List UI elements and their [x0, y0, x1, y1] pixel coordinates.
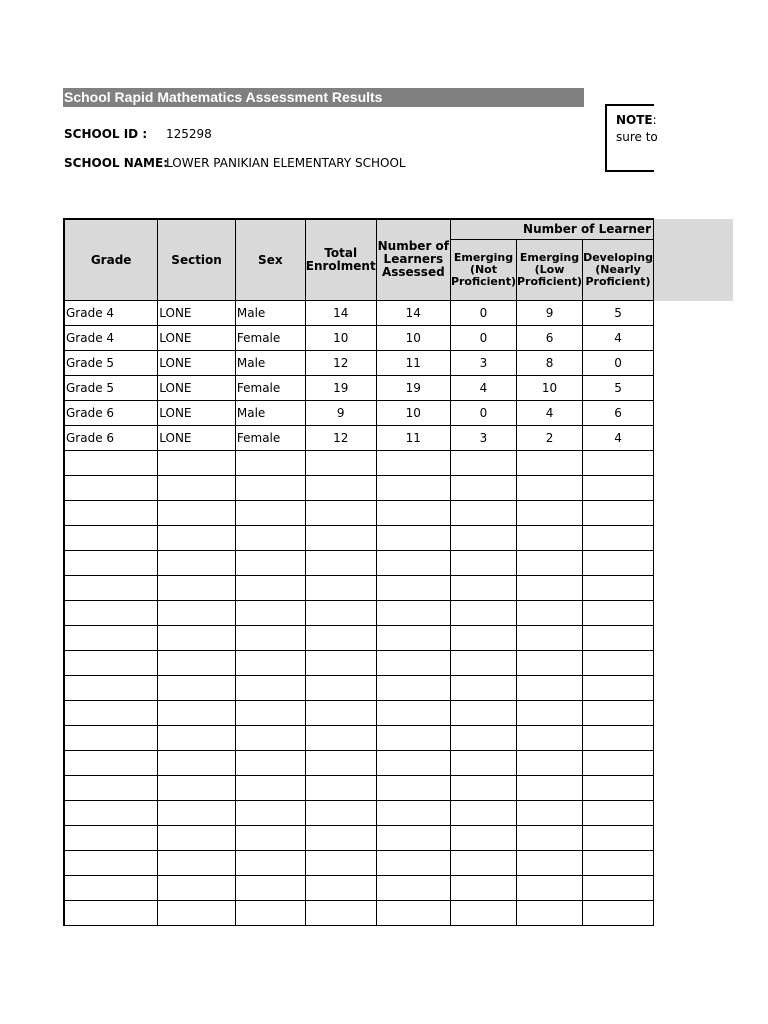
- empty-cell-total-enrolment[interactable]: [305, 800, 376, 825]
- empty-cell-sex[interactable]: [235, 575, 305, 600]
- empty-cell-sex[interactable]: [235, 675, 305, 700]
- cell-emerging-not-proficient[interactable]: 0: [450, 300, 516, 325]
- empty-cell-grade[interactable]: [64, 525, 158, 550]
- empty-cell-learners-assessed[interactable]: [376, 850, 450, 875]
- empty-cell-developing[interactable]: [583, 625, 654, 650]
- empty-table-row: [64, 475, 654, 500]
- school-name-label: SCHOOL NAME:: [64, 156, 168, 170]
- empty-cell-grade[interactable]: [64, 900, 158, 925]
- empty-cell-emerging-low-proficient[interactable]: [517, 875, 583, 900]
- cell-emerging-not-proficient[interactable]: 0: [450, 325, 516, 350]
- empty-cell-emerging-not-proficient[interactable]: [450, 750, 516, 775]
- empty-cell-grade[interactable]: [64, 700, 158, 725]
- empty-cell-total-enrolment[interactable]: [305, 700, 376, 725]
- empty-cell-sex[interactable]: [235, 725, 305, 750]
- cell-section[interactable]: LONE: [158, 300, 236, 325]
- empty-cell-section[interactable]: [158, 650, 236, 675]
- empty-cell-section[interactable]: [158, 450, 236, 475]
- empty-cell-grade[interactable]: [64, 550, 158, 575]
- empty-cell-developing[interactable]: [583, 575, 654, 600]
- empty-cell-developing[interactable]: [583, 525, 654, 550]
- empty-cell-total-enrolment[interactable]: [305, 575, 376, 600]
- empty-cell-learners-assessed[interactable]: [376, 600, 450, 625]
- empty-cell-total-enrolment[interactable]: [305, 600, 376, 625]
- header-emerging-low-proficient: Emerging (Low Proficient): [517, 239, 583, 300]
- empty-cell-grade[interactable]: [64, 475, 158, 500]
- empty-cell-section[interactable]: [158, 475, 236, 500]
- empty-cell-developing[interactable]: [583, 875, 654, 900]
- cell-developing[interactable]: 5: [583, 300, 654, 325]
- empty-cell-grade[interactable]: [64, 650, 158, 675]
- header-emerging-not-proficient: Emerging (Not Proficient): [450, 239, 516, 300]
- cell-learners-assessed[interactable]: 11: [376, 350, 450, 375]
- cell-emerging-low-proficient[interactable]: 9: [517, 300, 583, 325]
- empty-cell-emerging-not-proficient[interactable]: [450, 850, 516, 875]
- empty-cell-learners-assessed[interactable]: [376, 450, 450, 475]
- empty-cell-grade[interactable]: [64, 775, 158, 800]
- table-row: [64, 425, 654, 450]
- empty-cell-developing[interactable]: [583, 775, 654, 800]
- cell-emerging-low-proficient[interactable]: 10: [517, 375, 583, 400]
- empty-cell-learners-assessed[interactable]: [376, 800, 450, 825]
- cell-emerging-low-proficient[interactable]: 8: [517, 350, 583, 375]
- empty-cell-section[interactable]: [158, 900, 236, 925]
- empty-cell-emerging-low-proficient[interactable]: [517, 500, 583, 525]
- cell-sex[interactable]: Male: [235, 400, 305, 425]
- empty-cell-emerging-low-proficient[interactable]: [517, 900, 583, 925]
- empty-cell-section[interactable]: [158, 825, 236, 850]
- empty-cell-emerging-low-proficient[interactable]: [517, 650, 583, 675]
- empty-cell-section[interactable]: [158, 850, 236, 875]
- empty-cell-sex[interactable]: [235, 475, 305, 500]
- header-sex: Sex: [235, 219, 305, 300]
- empty-cell-grade[interactable]: [64, 825, 158, 850]
- empty-cell-learners-assessed[interactable]: [376, 750, 450, 775]
- empty-cell-grade[interactable]: [64, 500, 158, 525]
- empty-cell-emerging-not-proficient[interactable]: [450, 625, 516, 650]
- empty-cell-developing[interactable]: [583, 550, 654, 575]
- cell-section[interactable]: LONE: [158, 425, 236, 450]
- header-extension: [654, 219, 733, 301]
- empty-cell-developing[interactable]: [583, 675, 654, 700]
- empty-cell-emerging-not-proficient[interactable]: [450, 775, 516, 800]
- empty-cell-learners-assessed[interactable]: [376, 700, 450, 725]
- empty-cell-section[interactable]: [158, 775, 236, 800]
- empty-cell-section[interactable]: [158, 700, 236, 725]
- empty-cell-grade[interactable]: [64, 850, 158, 875]
- empty-cell-sex[interactable]: [235, 625, 305, 650]
- empty-cell-total-enrolment[interactable]: [305, 525, 376, 550]
- empty-cell-emerging-not-proficient[interactable]: [450, 900, 516, 925]
- empty-cell-emerging-low-proficient[interactable]: [517, 450, 583, 475]
- empty-cell-developing[interactable]: [583, 600, 654, 625]
- empty-cell-learners-assessed[interactable]: [376, 825, 450, 850]
- empty-cell-learners-assessed[interactable]: [376, 525, 450, 550]
- empty-table-row: [64, 675, 654, 700]
- empty-table-row: [64, 525, 654, 550]
- cell-sex[interactable]: Male: [235, 350, 305, 375]
- school-id-label: SCHOOL ID :: [64, 127, 148, 141]
- empty-cell-sex[interactable]: [235, 525, 305, 550]
- empty-cell-developing[interactable]: [583, 800, 654, 825]
- empty-cell-emerging-not-proficient[interactable]: [450, 800, 516, 825]
- empty-cell-section[interactable]: [158, 875, 236, 900]
- empty-cell-learners-assessed[interactable]: [376, 575, 450, 600]
- table-row: [64, 325, 654, 350]
- empty-cell-sex[interactable]: [235, 450, 305, 475]
- header-grade: Grade: [64, 219, 158, 300]
- header-section: Section: [158, 219, 236, 300]
- empty-table-row: [64, 900, 654, 925]
- cell-grade[interactable]: Grade 5: [64, 350, 158, 375]
- empty-cell-learners-assessed[interactable]: [376, 900, 450, 925]
- results-table-body: [64, 300, 654, 925]
- empty-cell-sex[interactable]: [235, 825, 305, 850]
- empty-cell-learners-assessed[interactable]: [376, 775, 450, 800]
- cell-developing[interactable]: 6: [583, 400, 654, 425]
- empty-cell-section[interactable]: [158, 800, 236, 825]
- empty-cell-sex[interactable]: [235, 775, 305, 800]
- empty-cell-sex[interactable]: [235, 500, 305, 525]
- cell-emerging-low-proficient[interactable]: 4: [517, 400, 583, 425]
- empty-cell-sex[interactable]: [235, 650, 305, 675]
- cell-total-enrolment[interactable]: 14: [305, 300, 376, 325]
- header-total-enrolment: Total Enrolment: [305, 219, 376, 300]
- empty-cell-total-enrolment[interactable]: [305, 850, 376, 875]
- empty-cell-emerging-not-proficient[interactable]: [450, 675, 516, 700]
- empty-table-row: [64, 450, 654, 475]
- empty-cell-grade[interactable]: [64, 625, 158, 650]
- empty-cell-grade[interactable]: [64, 575, 158, 600]
- empty-cell-total-enrolment[interactable]: [305, 650, 376, 675]
- table-row: [64, 300, 654, 325]
- empty-cell-emerging-not-proficient[interactable]: [450, 525, 516, 550]
- note-text-line2: sure to: [616, 130, 658, 144]
- empty-cell-developing[interactable]: [583, 700, 654, 725]
- empty-cell-learners-assessed[interactable]: [376, 475, 450, 500]
- empty-cell-section[interactable]: [158, 600, 236, 625]
- report-title: School Rapid Mathematics Assessment Results: [63, 88, 584, 107]
- empty-cell-total-enrolment[interactable]: [305, 450, 376, 475]
- empty-cell-developing[interactable]: [583, 750, 654, 775]
- empty-cell-sex[interactable]: [235, 875, 305, 900]
- empty-cell-emerging-low-proficient[interactable]: [517, 600, 583, 625]
- cell-emerging-low-proficient[interactable]: 2: [517, 425, 583, 450]
- cell-section[interactable]: LONE: [158, 325, 236, 350]
- empty-cell-sex[interactable]: [235, 600, 305, 625]
- empty-cell-emerging-not-proficient[interactable]: [450, 500, 516, 525]
- cell-sex[interactable]: Female: [235, 425, 305, 450]
- empty-cell-emerging-low-proficient[interactable]: [517, 725, 583, 750]
- empty-table-row: [64, 825, 654, 850]
- empty-cell-grade[interactable]: [64, 800, 158, 825]
- empty-cell-total-enrolment[interactable]: [305, 500, 376, 525]
- empty-cell-learners-assessed[interactable]: [376, 550, 450, 575]
- empty-cell-developing[interactable]: [583, 850, 654, 875]
- empty-cell-emerging-low-proficient[interactable]: [517, 675, 583, 700]
- empty-cell-total-enrolment[interactable]: [305, 550, 376, 575]
- empty-cell-sex[interactable]: [235, 550, 305, 575]
- empty-cell-total-enrolment[interactable]: [305, 825, 376, 850]
- table-row: [64, 375, 654, 400]
- empty-cell-emerging-not-proficient[interactable]: [450, 450, 516, 475]
- empty-table-row: [64, 875, 654, 900]
- empty-cell-section[interactable]: [158, 525, 236, 550]
- empty-cell-sex[interactable]: [235, 850, 305, 875]
- empty-cell-emerging-low-proficient[interactable]: [517, 575, 583, 600]
- empty-cell-developing[interactable]: [583, 825, 654, 850]
- empty-cell-emerging-not-proficient[interactable]: [450, 550, 516, 575]
- empty-cell-learners-assessed[interactable]: [376, 875, 450, 900]
- empty-cell-sex[interactable]: [235, 800, 305, 825]
- empty-cell-learners-assessed[interactable]: [376, 650, 450, 675]
- empty-cell-emerging-low-proficient[interactable]: [517, 700, 583, 725]
- empty-cell-grade[interactable]: [64, 600, 158, 625]
- note-text-line1: :: [652, 113, 657, 127]
- empty-cell-total-enrolment[interactable]: [305, 750, 376, 775]
- cell-total-enrolment[interactable]: 10: [305, 325, 376, 350]
- empty-table-row: [64, 775, 654, 800]
- empty-cell-developing[interactable]: [583, 650, 654, 675]
- empty-cell-total-enrolment[interactable]: [305, 475, 376, 500]
- empty-cell-total-enrolment[interactable]: [305, 675, 376, 700]
- cell-grade[interactable]: Grade 4: [64, 300, 158, 325]
- cell-emerging-not-proficient[interactable]: 4: [450, 375, 516, 400]
- empty-cell-developing[interactable]: [583, 475, 654, 500]
- empty-cell-emerging-not-proficient[interactable]: [450, 600, 516, 625]
- cell-developing[interactable]: 5: [583, 375, 654, 400]
- empty-table-row: [64, 600, 654, 625]
- header-developing: Developing (Nearly Proficient): [583, 239, 654, 300]
- empty-cell-grade[interactable]: [64, 450, 158, 475]
- cell-total-enrolment[interactable]: 12: [305, 350, 376, 375]
- empty-cell-emerging-low-proficient[interactable]: [517, 775, 583, 800]
- empty-cell-emerging-not-proficient[interactable]: [450, 475, 516, 500]
- cell-learners-assessed[interactable]: 19: [376, 375, 450, 400]
- results-table-container: [63, 218, 654, 933]
- empty-cell-emerging-low-proficient[interactable]: [517, 475, 583, 500]
- cell-learners-assessed[interactable]: 10: [376, 325, 450, 350]
- cell-section[interactable]: LONE: [158, 350, 236, 375]
- empty-cell-learners-assessed[interactable]: [376, 625, 450, 650]
- table-row: [64, 400, 654, 425]
- empty-cell-total-enrolment[interactable]: [305, 875, 376, 900]
- empty-cell-grade[interactable]: [64, 725, 158, 750]
- empty-table-row: [64, 700, 654, 725]
- cell-sex[interactable]: Male: [235, 300, 305, 325]
- header-number-of-learners: Number of Learner: [450, 219, 653, 239]
- cell-emerging-low-proficient[interactable]: 6: [517, 325, 583, 350]
- empty-cell-emerging-low-proficient[interactable]: [517, 625, 583, 650]
- cell-total-enrolment[interactable]: 19: [305, 375, 376, 400]
- empty-cell-section[interactable]: [158, 575, 236, 600]
- cell-emerging-not-proficient[interactable]: 3: [450, 350, 516, 375]
- cell-learners-assessed[interactable]: 14: [376, 300, 450, 325]
- empty-cell-total-enrolment[interactable]: [305, 625, 376, 650]
- cell-grade[interactable]: Grade 6: [64, 400, 158, 425]
- empty-cell-emerging-not-proficient[interactable]: [450, 650, 516, 675]
- cell-emerging-not-proficient[interactable]: 3: [450, 425, 516, 450]
- empty-cell-sex[interactable]: [235, 900, 305, 925]
- cell-learners-assessed[interactable]: 10: [376, 400, 450, 425]
- empty-table-row: [64, 650, 654, 675]
- cell-sex[interactable]: Female: [235, 375, 305, 400]
- empty-cell-section[interactable]: [158, 675, 236, 700]
- empty-cell-emerging-not-proficient[interactable]: [450, 825, 516, 850]
- empty-cell-emerging-not-proficient[interactable]: [450, 575, 516, 600]
- cell-grade[interactable]: Grade 5: [64, 375, 158, 400]
- empty-cell-emerging-not-proficient[interactable]: [450, 875, 516, 900]
- empty-cell-total-enrolment[interactable]: [305, 775, 376, 800]
- empty-table-row: [64, 850, 654, 875]
- empty-table-row: [64, 725, 654, 750]
- empty-cell-developing[interactable]: [583, 450, 654, 475]
- empty-cell-emerging-not-proficient[interactable]: [450, 725, 516, 750]
- cell-total-enrolment[interactable]: 9: [305, 400, 376, 425]
- empty-cell-section[interactable]: [158, 750, 236, 775]
- empty-cell-emerging-low-proficient[interactable]: [517, 525, 583, 550]
- empty-cell-grade[interactable]: [64, 675, 158, 700]
- empty-table-row: [64, 500, 654, 525]
- cell-section[interactable]: LONE: [158, 375, 236, 400]
- header-learners-assessed: Number of Learners Assessed: [376, 219, 450, 300]
- empty-table-row: [64, 550, 654, 575]
- empty-cell-learners-assessed[interactable]: [376, 675, 450, 700]
- school-id-value: 125298: [166, 127, 212, 141]
- empty-cell-emerging-low-proficient[interactable]: [517, 800, 583, 825]
- cell-total-enrolment[interactable]: 12: [305, 425, 376, 450]
- empty-cell-section[interactable]: [158, 500, 236, 525]
- empty-cell-developing[interactable]: [583, 500, 654, 525]
- empty-cell-learners-assessed[interactable]: [376, 500, 450, 525]
- cell-emerging-not-proficient[interactable]: 0: [450, 400, 516, 425]
- empty-cell-sex[interactable]: [235, 750, 305, 775]
- empty-cell-total-enrolment[interactable]: [305, 900, 376, 925]
- table-row: [64, 350, 654, 375]
- empty-cell-emerging-low-proficient[interactable]: [517, 825, 583, 850]
- cell-learners-assessed[interactable]: 11: [376, 425, 450, 450]
- cell-developing[interactable]: 4: [583, 425, 654, 450]
- school-name-value: LOWER PANIKIAN ELEMENTARY SCHOOL: [166, 156, 406, 170]
- empty-cell-developing[interactable]: [583, 900, 654, 925]
- empty-cell-section[interactable]: [158, 625, 236, 650]
- empty-table-row: [64, 625, 654, 650]
- empty-cell-emerging-low-proficient[interactable]: [517, 750, 583, 775]
- empty-cell-grade[interactable]: [64, 750, 158, 775]
- note-label: NOTE: [616, 113, 653, 127]
- results-table: [63, 218, 654, 926]
- empty-cell-section[interactable]: [158, 550, 236, 575]
- cell-developing[interactable]: 0: [583, 350, 654, 375]
- cell-sex[interactable]: Female: [235, 325, 305, 350]
- empty-table-row: [64, 800, 654, 825]
- cell-section[interactable]: LONE: [158, 400, 236, 425]
- empty-cell-total-enrolment[interactable]: [305, 725, 376, 750]
- empty-cell-emerging-not-proficient[interactable]: [450, 700, 516, 725]
- note-box: [605, 104, 658, 172]
- empty-cell-grade[interactable]: [64, 875, 158, 900]
- empty-cell-emerging-low-proficient[interactable]: [517, 550, 583, 575]
- empty-cell-emerging-low-proficient[interactable]: [517, 850, 583, 875]
- empty-cell-learners-assessed[interactable]: [376, 725, 450, 750]
- empty-cell-developing[interactable]: [583, 725, 654, 750]
- cell-grade[interactable]: Grade 6: [64, 425, 158, 450]
- cell-grade[interactable]: Grade 4: [64, 325, 158, 350]
- cell-developing[interactable]: 4: [583, 325, 654, 350]
- empty-table-row: [64, 575, 654, 600]
- empty-cell-sex[interactable]: [235, 700, 305, 725]
- empty-cell-section[interactable]: [158, 725, 236, 750]
- empty-table-row: [64, 750, 654, 775]
